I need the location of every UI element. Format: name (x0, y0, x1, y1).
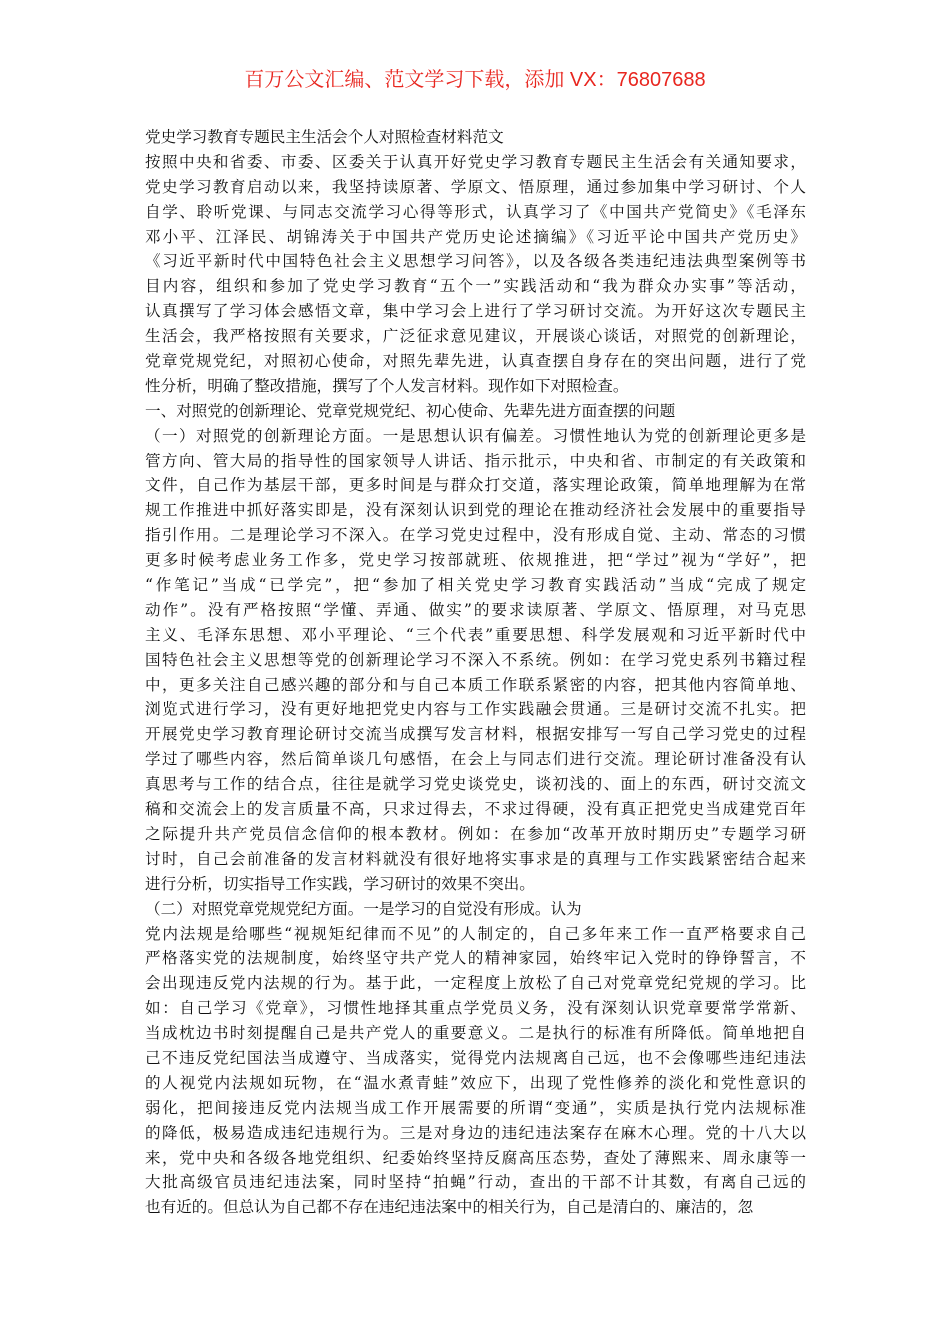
text-line: “作笔记”当成“已学完”，把“参加了相关党史学习教育实践活动”当成“完成了规定 (145, 576, 806, 595)
text-line: 严格落实党的法规制度，始终坚守共产党人的精神家园，始终牢记入党时的铮铮誓言，不 (145, 949, 806, 968)
text-line: 更多时候考虑业务工作多，党史学习按部就班、依规推进，把“学过”视为“学好”，把 (145, 551, 806, 570)
text-line: 动作”。没有严格按照“学懂、弄通、做实”的要求读原著、学原文、悟原理，对马克思 (145, 600, 806, 619)
section-heading: 一、对照党的创新理论、党章党规党纪、初心使命、先辈先进方面查摆的问题 (145, 401, 676, 420)
text-line: 如：自己学习《党章》，习惯性地择其重点学党员义务，没有深刻认识党章要常学常新、 (145, 999, 806, 1018)
text-line: 弱化，把间接违反党内法规当成工作开展需要的所谓“变通”，实质是执行党内法规标准 (145, 1098, 806, 1117)
text-line: 当成枕边书时刻提醒自己是共产党人的重要意义。二是执行的标准有所降低。简单地把自 (145, 1024, 806, 1043)
text-line: 党内法规是给哪些“视规矩纪律而不见”的人制定的，自己多年来工作一直严格要求自己 (145, 924, 806, 943)
subsection-party-rules (145, 897, 806, 1221)
text-line: 管方向、管大局的指导性的国家领导人讲话、指示批示，中央和省、市制定的有关政策和 (145, 451, 806, 470)
text-line: （二）对照党章党规党纪方面。一是学习的自觉没有形成。认为 (145, 899, 582, 918)
text-line: 邓小平、江泽民、胡锦涛关于中国共产党历史论述摘编》《习近平论中国共产党历史》 (145, 227, 806, 246)
document-title: 党史学习教育专题民主生活会个人对照检查材料范文 (145, 128, 504, 146)
text-line: 文件，自己作为基层干部，更多时间是与群众打交道，落实理论政策，简单地理解为在常 (145, 476, 806, 495)
text-line: 之际提升共产党员信念信仰的根本教材。例如：在参加“改革开放时期历史”专题学习研 (145, 824, 806, 843)
text-line: 国特色社会主义思想等党的创新理论学习不深入不系统。例如：在学习党史系列书籍过程 (145, 650, 806, 669)
text-line: 讨时，自己会前准备的发言材料就没有很好地将实事求是的真理与工作实践紧密结合起来 (145, 849, 806, 868)
text-line: 中，更多关注自己感兴趣的部分和与自己本质工作联系紧密的内容，把其他内容简单地、 (145, 675, 806, 694)
text-line: 目内容，组织和参加了党史学习教育“五个一”实践活动和“我为群众办实事”等活动， (145, 277, 806, 296)
text-line: 大批高级官员违纪违法案，同时坚持“拍蝇”行动，查出的干部不计其数，有离自己远的 (145, 1173, 806, 1192)
text-line: 的人视党内法规如玩物，在“温水煮青蛙”效应下，出现了党性修养的淡化和党性意识的 (145, 1073, 806, 1092)
text-line: 也有近的。但总认为自己都不存在违纪违法案中的相关行为，自己是清白的、廉洁的，忽 (145, 1198, 754, 1217)
text-line: 开展党史学习教育理论研讨交流当成撰写发言材料，根据安排写一写自己学习党史的过程 (145, 725, 806, 744)
text-line: 进行分析，切实指导工作实践，学习研讨的效果不突出。 (145, 874, 535, 893)
text-line: 党章党规党纪，对照初心使命，对照先辈先进，认真查摆自身存在的突出问题，进行了党 (145, 352, 806, 371)
text-line: 的降低，极易造成违纪违规行为。三是对身边的违纪违法案存在麻木心理。党的十八大以 (145, 1123, 806, 1142)
text-line: 规工作推进中抓好落实即是，没有深刻认识到党的理论在推动经济社会发展中的重要指导 (145, 501, 806, 520)
text-line: 认真撰写了学习体会感悟文章，集中学习会上进行了学习研讨交流。为开好这次专题民主 (145, 302, 806, 321)
text-line: 党史学习教育启动以来，我坚持读原著、学原文、悟原理，通过参加集中学习研讨、个人 (145, 177, 806, 196)
text-line: 浏览式进行学习，没有更好地把党史内容与工作实践融会贯通。三是研讨交流不扎实。把 (145, 700, 806, 719)
text-line: 自学、聆听党课、与同志交流学习心得等形式，认真学习了《中国共产党简史》《毛泽东 (145, 202, 806, 221)
text-line: 稿和交流会上的发言质量不高，只求过得去，不求过得硬，没有真正把党史当成建党百年 (145, 800, 806, 819)
text-line: 会出现违反党内法规的行为。基于此，一定程度上放松了自己对党章党纪党规的学习。比 (145, 974, 806, 993)
text-line: 《习近平新时代中国特色社会主义思想学习问答》，以及各级各类违纪违法典型案例等书 (145, 252, 806, 271)
text-line: 己不违反党纪国法当成遵守、当成落实，觉得党内法规离自己远，也不会像哪些违纪违法 (145, 1048, 806, 1067)
text-line: （一）对照党的创新理论方面。一是思想认识有偏差。习惯性地认为党的创新理论更多是 (145, 426, 806, 445)
text-line: 按照中央和省委、市委、区委关于认真开好党史学习教育专题民主生活会有关通知要求， (145, 152, 806, 171)
text-line: 性分析，明确了整改措施，撰写了个人发言材料。现作如下对照检查。 (145, 376, 629, 395)
text-line: 主义、毛泽东思想、邓小平理论、“三个代表”重要思想、科学发展观和习近平新时代中 (145, 625, 806, 644)
download-banner: 百万公文汇编、范文学习下载，添加 VX：76807688 (244, 69, 706, 91)
text-line: 指引作用。二是理论学习不深入。在学习党史过程中，没有形成自觉、主动、常态的习惯 (145, 526, 806, 545)
text-line: 生活会，我严格按照有关要求，广泛征求意见建议，开展谈心谈话，对照党的创新理论， (145, 327, 806, 346)
text-line: 来，党中央和各级各地党组织、纪委始终坚持反腐高压态势，查处了薄熙来、周永康等一 (145, 1148, 806, 1167)
text-line: 学过了哪些内容，然后简单谈几句感悟，在会上与同志们进行交流。理论研讨准备没有认 (145, 750, 806, 769)
text-line: 真思考与工作的结合点，往往是就学习党史谈党史，谈初浅的、面上的东西，研讨交流文 (145, 775, 806, 794)
subsection-theory (145, 424, 806, 897)
document-body (145, 125, 806, 1220)
intro-paragraph (145, 150, 806, 399)
